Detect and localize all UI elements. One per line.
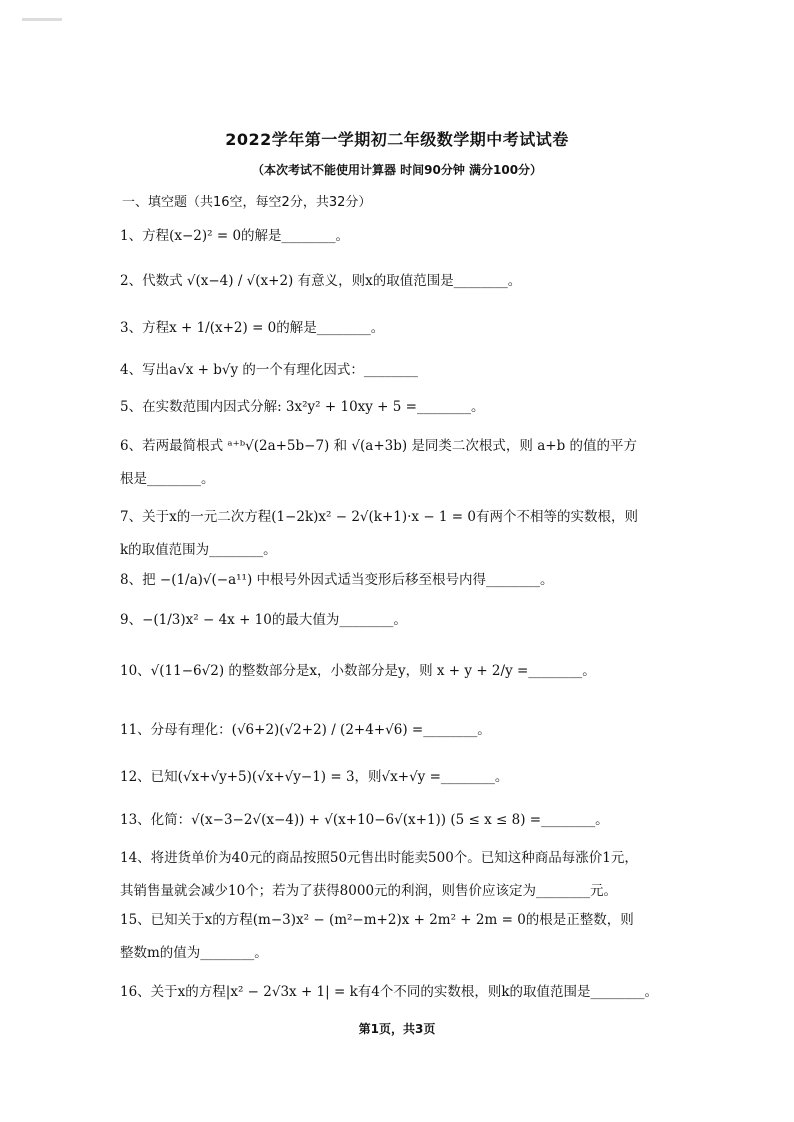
question-8: 8、把 −(1/a)√(−a¹¹) 中根号外因式适当变形后移至根号内得________。 — [120, 572, 554, 588]
section-heading: 一、填空题（共16空，每空2分，共32分） — [122, 195, 372, 210]
question-16: 16、关于x的方程|x² − 2√3x + 1| = k有4个不同的实数根，则k的取值范围是________。 — [120, 984, 659, 1000]
scan-artifact — [22, 18, 62, 21]
question-2: 2、代数式 √(x−4) / √(x+2) 有意义，则x的取值范围是________。 — [120, 273, 522, 289]
question-12: 12、已知(√x+√y+5)(√x+√y−1) = 3，则√x+√y =________。 — [120, 769, 509, 785]
question-14: 14、将进货单价为40元的商品按照50元售出时能卖500个。已知这种商品每涨价1元，其销售量就会减少10个；若为了获得8000元的利润，则售价应该定为________元。 — [120, 850, 638, 899]
question-9: 9、−(1/3)x² − 4x + 10的最大值为________。 — [120, 612, 407, 628]
question-4: 4、写出a√x + b√y 的一个有理化因式：________ — [120, 362, 418, 378]
exam-title: 2022学年第一学期初二年级数学期中考试试卷 — [225, 130, 569, 149]
question-5: 5、在实数范围内因式分解: 3x²y² + 10xy + 5 =________。 — [120, 399, 485, 415]
exam-instructions: （本次考试不能使用计算器 时间90分钟 满分100分） — [251, 163, 543, 177]
question-7: 7、关于x的一元二次方程(1−2k)x² − 2√(k+1)·x − 1 = 0有两个不相等的实数根，则k的取值范围为________。 — [120, 509, 639, 558]
page-footer: 第1页，共3页 — [358, 1022, 436, 1036]
question-3: 3、方程x + 1/(x+2) = 0的解是________。 — [120, 320, 385, 336]
question-11: 11、分母有理化：(√6+2)(√2+2) / (2+4+√6) =________。 — [120, 722, 491, 738]
question-13: 13、化简：√(x−3−2√(x−4)) + √(x+10−6√(x+1)) (5 ≤ x ≤ 8) =________。 — [120, 812, 609, 828]
question-6: 6、若两最简根式 ᵃ⁺ᵇ√(2a+5b−7) 和 √(a+3b) 是同类二次根式，则 a+b 的值的平方根是________。 — [120, 438, 638, 487]
question-15: 15、已知关于x的方程(m−3)x² − (m²−m+2)x + 2m² + 2m = 0的根是正整数，则整数m的值为________。 — [120, 912, 634, 961]
question-1: 1、方程(x−2)² = 0的解是________。 — [120, 228, 350, 244]
question-10: 10、√(11−6√2) 的整数部分是x，小数部分是y，则 x + y + 2/y =________。 — [120, 663, 596, 679]
